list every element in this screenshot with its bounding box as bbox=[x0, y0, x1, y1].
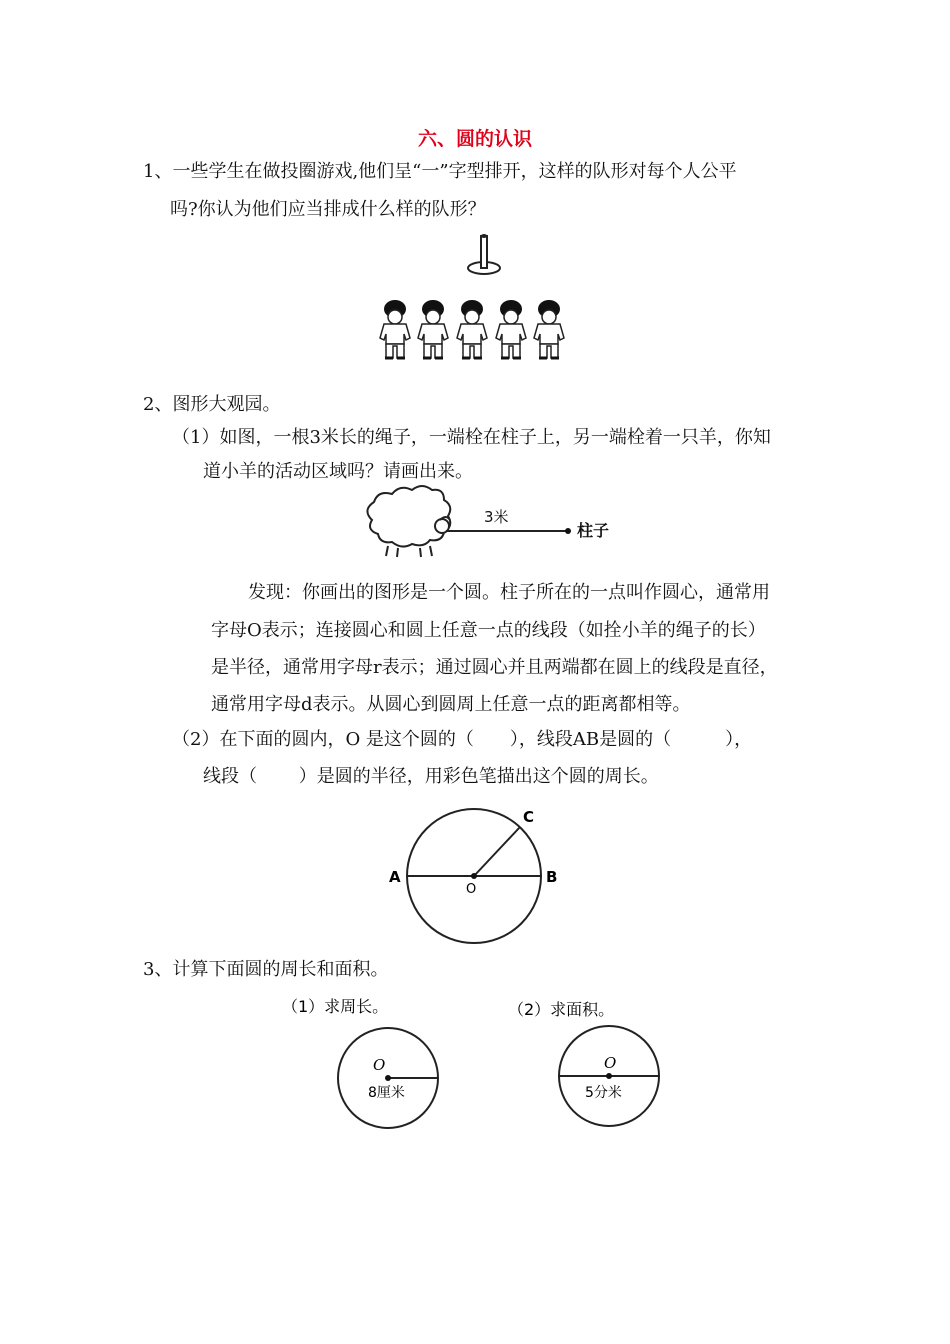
page-title: 六、圆的认识 bbox=[417, 128, 532, 150]
c2-measure-label: 5分米 bbox=[585, 1085, 622, 1101]
main-circle bbox=[407, 809, 541, 943]
sheep-icon bbox=[367, 486, 450, 557]
finding-line3: 是半径，通常用字母r表示；通过圆心并且两端都在圆上的线段是直径， bbox=[211, 657, 778, 678]
finding-line2: 字母O表示；连接圆心和圆上任意一点的线段（如拴小羊的绳子的长） bbox=[211, 620, 766, 641]
c1-measure-label: 8厘米 bbox=[368, 1085, 405, 1101]
post-point bbox=[565, 528, 571, 534]
student-icon bbox=[380, 300, 410, 358]
student-icon bbox=[418, 300, 448, 358]
q1-text-line2: 吗?你认为他们应当排成什么样的队形？ bbox=[170, 199, 486, 220]
rope-length-label: 3米 bbox=[484, 508, 509, 526]
q3-heading: 3、计算下面圆的周长和面积。 bbox=[143, 959, 389, 980]
finding-line4: 通常用字母d表示。从圆心到圆周上任意一点的距离都相等。 bbox=[211, 694, 691, 715]
student-icon bbox=[457, 300, 487, 358]
sub1-label: （1）求周长。 bbox=[282, 997, 389, 1016]
c2-center-label: O bbox=[604, 1054, 617, 1072]
radius-oc bbox=[474, 827, 520, 876]
q2-part1-line2: 道小羊的活动区域吗？请画出来。 bbox=[203, 461, 473, 482]
center-point bbox=[471, 873, 477, 879]
q2-part2-line2: 线段（ ）是圆的半径，用彩色笔描出这个圆的周长。 bbox=[203, 766, 659, 787]
post-label: 柱子 bbox=[577, 521, 610, 540]
circumference-circle bbox=[338, 1028, 438, 1128]
q2-part1-line1: （1）如图，一根3米长的绳子，一端栓在柱子上，另一端栓着一只羊，你知 bbox=[172, 427, 771, 448]
student-icon bbox=[534, 300, 564, 358]
finding-line1: 发现：你画出的图形是一个圆。柱子所在的一点叫作圆心，通常用 bbox=[248, 582, 770, 603]
q2-part2-line1: （2）在下面的圆内，O 是这个圆的（ ），线段AB是圆的（ ）， bbox=[172, 729, 753, 750]
q2-heading: 2、图形大观园。 bbox=[143, 394, 281, 415]
area-circle bbox=[559, 1026, 659, 1126]
point-o-label: O bbox=[466, 882, 477, 897]
ring-peg-icon bbox=[468, 234, 500, 274]
student-icon bbox=[496, 300, 526, 358]
q1-text-line1: 1、一些学生在做投圈游戏,他们呈“一”字型排开，这样的队形对每个人公平 bbox=[143, 161, 737, 182]
point-a-label: A bbox=[389, 868, 401, 886]
c1-center-label: O bbox=[373, 1056, 386, 1074]
sub2-label: （2）求面积。 bbox=[508, 1000, 615, 1019]
point-c-label: C bbox=[523, 808, 535, 826]
point-b-label: B bbox=[546, 868, 558, 886]
